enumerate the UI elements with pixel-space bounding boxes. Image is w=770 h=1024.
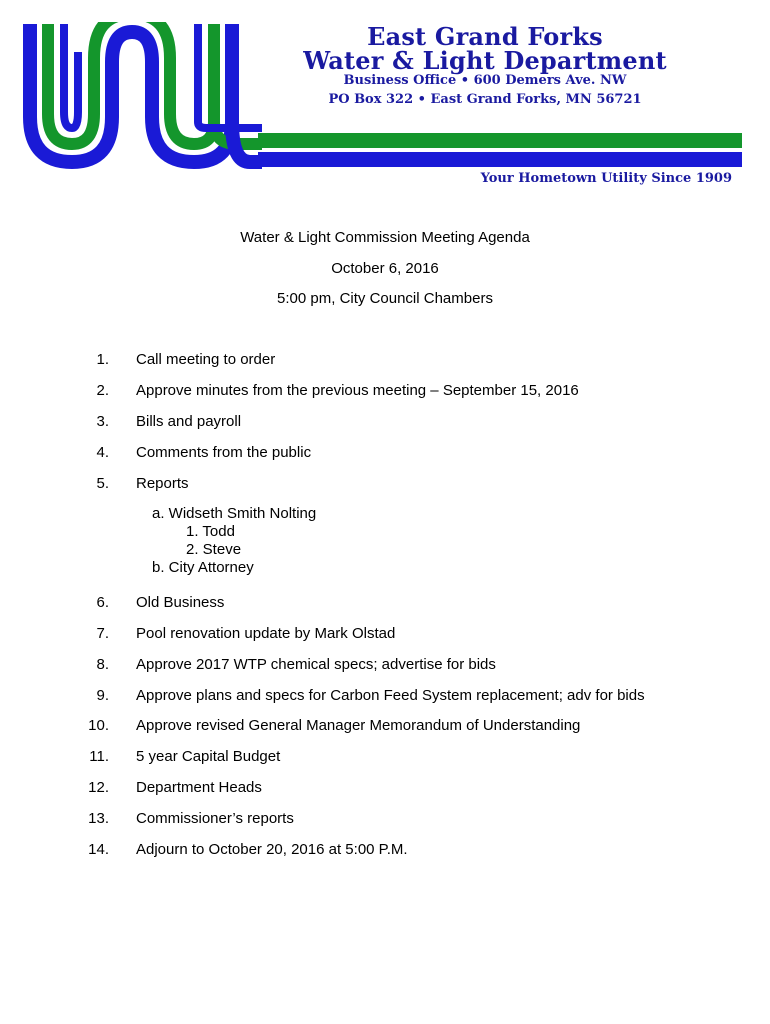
address-line2: PO Box 322 • East Grand Forks, MN 56721: [328, 92, 642, 107]
agenda-item: [0, 810, 770, 830]
item-number: 6.: [96, 594, 109, 611]
item-text: Approve revised General Manager Memorandum of Understanding: [136, 717, 581, 734]
agenda-item: [0, 656, 770, 676]
agenda-item: [0, 594, 770, 614]
org-name-line2: Water & Light Department: [303, 46, 667, 75]
logo-blue-inner: [64, 24, 78, 128]
item-number: 4.: [96, 444, 109, 461]
item-number: 3.: [96, 413, 109, 430]
item-text: Commissioner’s reports: [136, 810, 294, 827]
item-text: Pool renovation update by Mark Olstad: [136, 625, 396, 642]
item-number: 8.: [96, 656, 109, 673]
item-number: 14.: [88, 841, 109, 858]
report-sub-a2: 2. Steve: [186, 541, 242, 558]
item-text: Department Heads: [136, 779, 262, 796]
wl-logo: [22, 22, 262, 172]
letterhead-green-bar: [258, 133, 742, 148]
agenda-item: [0, 748, 770, 768]
org-name-line1: East Grand Forks: [367, 22, 603, 51]
item-number: 13.: [88, 810, 109, 827]
item-number: 11.: [89, 748, 109, 765]
agenda-item: [0, 351, 770, 371]
item-number: 5.: [96, 475, 109, 492]
agenda-item: [0, 413, 770, 433]
report-sub-a1: 1. Todd: [186, 523, 235, 540]
agenda-item: [0, 444, 770, 464]
item-number: 12.: [88, 779, 109, 796]
agenda-item: [0, 717, 770, 737]
item-text: Approve 2017 WTP chemical specs; advertise for bids: [136, 656, 496, 673]
item-text: Comments from the public: [136, 444, 312, 461]
agenda-item: [0, 779, 770, 799]
agenda-item: [0, 475, 770, 495]
report-sub-a: a. Widseth Smith Nolting: [152, 505, 317, 522]
item-text: Approve minutes from the previous meeting – September 15, 2016: [136, 382, 579, 399]
item-text: Adjourn to October 20, 2016 at 5:00 P.M.: [136, 841, 408, 858]
item-number: 2.: [96, 382, 109, 399]
letterhead-blue-bar: [258, 152, 742, 167]
item-text: Bills and payroll: [136, 413, 242, 430]
tagline: Your Hometown Utility Since 1909: [480, 171, 732, 186]
agenda-item: [0, 382, 770, 402]
item-number: 9.: [96, 687, 109, 704]
item-text: Old Business: [136, 594, 225, 611]
agenda-item: [0, 687, 770, 707]
item-text: Reports: [136, 475, 189, 492]
item-number: 10.: [88, 717, 109, 734]
item-text: Approve plans and specs for Carbon Feed System replacement; adv for bids: [136, 687, 645, 704]
agenda-title: Water & Light Commission Meeting Agenda: [240, 229, 530, 246]
item-number: 1.: [96, 351, 109, 368]
address-line1: Business Office • 600 Demers Ave. NW: [343, 73, 627, 88]
item-text: Call meeting to order: [136, 351, 276, 368]
agenda-item: [0, 841, 770, 861]
meeting-time-place: 5:00 pm, City Council Chambers: [277, 290, 493, 307]
item-text: 5 year Capital Budget: [136, 748, 281, 765]
report-sub-b: b. City Attorney: [152, 559, 254, 576]
agenda-item: [0, 625, 770, 645]
meeting-date: October 6, 2016: [331, 260, 439, 277]
item-number: 7.: [96, 625, 109, 642]
